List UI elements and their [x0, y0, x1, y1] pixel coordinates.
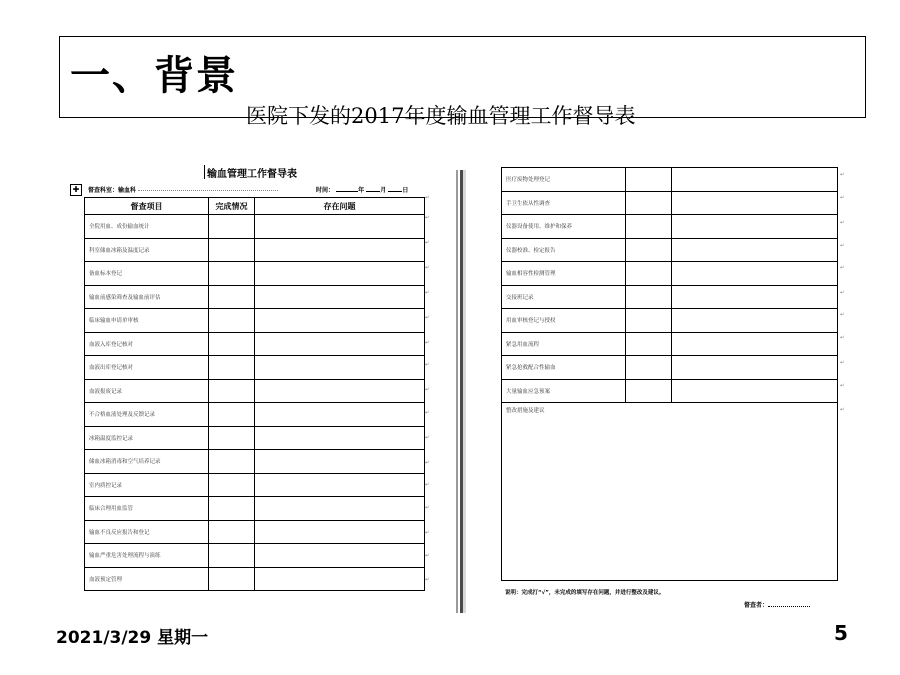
supervision-table-right [501, 167, 838, 581]
paragraph-mark: ↵ [840, 172, 845, 178]
paragraph-mark: ↵ [425, 435, 430, 441]
header-item: 督查项目 [85, 198, 209, 215]
issue-cell[interactable] [672, 168, 838, 192]
slide-title: 一、背景 [70, 53, 238, 99]
table-row-label: 紧急抢救配合性输血 [502, 356, 626, 380]
issue-cell[interactable] [672, 191, 838, 215]
paragraph-mark: ↵ [425, 290, 430, 296]
table-move-handle-icon[interactable]: ✚ [70, 184, 82, 196]
status-cell[interactable] [626, 191, 672, 215]
paragraph-mark: ↵ [840, 312, 845, 318]
issue-cell[interactable] [255, 544, 425, 568]
paragraph-mark: ↵ [425, 340, 430, 346]
header-status: 完成情况 [209, 198, 255, 215]
table-row-label: 仪器设备使用、维护和保养 [502, 215, 626, 239]
table-row-label: 紧急用血流程 [502, 332, 626, 356]
table-row-label: 医疗废物处理登记 [502, 168, 626, 192]
table-row-label: 不合格血液处理及反馈记录 [85, 403, 209, 427]
status-cell[interactable] [626, 238, 672, 262]
paragraph-mark: ↵ [840, 290, 845, 296]
issue-cell[interactable] [255, 262, 425, 286]
status-cell[interactable] [209, 262, 255, 286]
status-cell[interactable] [209, 473, 255, 497]
table-row-label: 用血审核登记与授权 [502, 309, 626, 333]
paragraph-mark: ↵ [425, 530, 430, 536]
supervisor-label: 督查者： [744, 602, 769, 609]
table-row-label: 冰箱温度监控记录 [85, 426, 209, 450]
issue-cell[interactable] [255, 473, 425, 497]
status-cell[interactable] [209, 450, 255, 474]
supervisor-signature-line [744, 600, 810, 609]
suggestion-label: 整改措施及建议 [506, 408, 545, 414]
paragraph-mark: ↵ [425, 553, 430, 559]
status-cell[interactable] [209, 567, 255, 591]
status-cell[interactable] [209, 403, 255, 427]
paragraph-mark: ↵ [425, 482, 430, 488]
table-row-label: 室内质控记录 [85, 473, 209, 497]
table-row-label: 临床输血申请单审核 [85, 309, 209, 333]
status-cell[interactable] [626, 215, 672, 239]
table-row-label: 血液出库登记核对 [85, 356, 209, 380]
instruction-note: 说明：完成打“√”，未完成的填写存在问题，并进行整改及建议。 [505, 590, 665, 596]
month-mark: 月 [380, 187, 387, 194]
status-cell[interactable] [209, 332, 255, 356]
year-blank [336, 191, 358, 192]
issue-cell[interactable] [255, 215, 425, 239]
document-left-page [62, 162, 432, 597]
issue-cell[interactable] [672, 332, 838, 356]
status-cell[interactable] [209, 285, 255, 309]
paragraph-mark: ↵ [425, 387, 430, 393]
issue-cell[interactable] [672, 215, 838, 239]
suggestion-box[interactable] [502, 403, 838, 581]
paragraph-mark: ↵ [840, 195, 845, 201]
table-row-label: 输血前感染筛查及输血前评估 [85, 285, 209, 309]
status-cell[interactable] [626, 356, 672, 380]
issue-cell[interactable] [255, 567, 425, 591]
paragraph-mark: ↵ [840, 335, 845, 341]
supervision-table-left [84, 197, 425, 591]
dotted-leader [138, 190, 278, 191]
status-cell[interactable] [626, 309, 672, 333]
issue-cell[interactable] [255, 403, 425, 427]
status-cell[interactable] [209, 215, 255, 239]
supervision-time [316, 185, 408, 194]
paragraph-mark: ↵ [425, 410, 430, 416]
issue-cell[interactable] [255, 332, 425, 356]
issue-cell[interactable] [255, 450, 425, 474]
table-row-label: 大量输血应急预案 [502, 379, 626, 403]
supervisor-blank [768, 606, 810, 607]
table-row-label: 储血冰箱消毒和空气培养记录 [85, 450, 209, 474]
paragraph-mark: ↵ [840, 360, 845, 366]
table-row-label: 血液预定管理 [85, 567, 209, 591]
slide-subtitle: 医院下发的2017年度输血管理工作督导表 [246, 104, 636, 128]
paragraph-mark: ↵ [425, 362, 430, 368]
issue-cell[interactable] [255, 520, 425, 544]
status-cell[interactable] [209, 544, 255, 568]
status-cell[interactable] [209, 426, 255, 450]
issue-cell[interactable] [672, 379, 838, 403]
table-row-label: 输血相容性检测管理 [502, 262, 626, 286]
issue-cell[interactable] [255, 238, 425, 262]
status-cell[interactable] [209, 238, 255, 262]
status-cell[interactable] [209, 356, 255, 380]
status-cell[interactable] [209, 309, 255, 333]
paragraph-mark: ↵ [425, 265, 430, 271]
paragraph-mark: ↵ [840, 383, 845, 389]
issue-cell[interactable] [672, 356, 838, 380]
year-mark: 年 [358, 187, 365, 194]
slide-page-number: 5 [834, 621, 848, 645]
status-cell[interactable] [626, 379, 672, 403]
status-cell[interactable] [626, 168, 672, 192]
issue-cell[interactable] [255, 309, 425, 333]
table-row-label: 输血严重危害处理流程与演练 [85, 544, 209, 568]
status-cell[interactable] [209, 379, 255, 403]
issue-cell[interactable] [255, 379, 425, 403]
paragraph-mark: ↵ [425, 195, 430, 201]
status-cell[interactable] [626, 285, 672, 309]
day-mark: 日 [402, 187, 409, 194]
month-blank [366, 191, 380, 192]
unit-label: 督查科室：输血科 [88, 187, 137, 194]
document-title: 输血管理工作督导表 [207, 165, 297, 180]
status-cell[interactable] [209, 497, 255, 521]
header-issues: 存在问题 [255, 198, 425, 215]
paragraph-mark: ↵ [840, 243, 845, 249]
issue-cell[interactable] [672, 309, 838, 333]
table-row-label: 科室储血冰箱及温度记录 [85, 238, 209, 262]
paragraph-mark: ↵ [840, 220, 845, 226]
paragraph-mark: ↵ [425, 240, 430, 246]
table-row-label: 血液报废记录 [85, 379, 209, 403]
paragraph-mark: ↵ [425, 460, 430, 466]
issue-cell[interactable] [255, 356, 425, 380]
table-row-label: 备血标本登记 [85, 262, 209, 286]
issue-cell[interactable] [672, 285, 838, 309]
issue-cell[interactable] [672, 262, 838, 286]
slide-date: 2021/3/29 星期一 [56, 628, 209, 648]
table-row-label: 手卫生依从性调查 [502, 191, 626, 215]
page-separator [456, 170, 466, 613]
time-label: 时间： [316, 187, 335, 194]
paragraph-mark: ↵ [425, 505, 430, 511]
status-cell[interactable] [626, 332, 672, 356]
table-row-label: 输血不良反应报告和登记 [85, 520, 209, 544]
table-row-label: 交接班记录 [502, 285, 626, 309]
table-row-label: 全院用血、成份输血统计 [85, 215, 209, 239]
table-row-label: 仪器校准、检定报告 [502, 238, 626, 262]
issue-cell[interactable] [672, 238, 838, 262]
issue-cell[interactable] [255, 426, 425, 450]
supervised-unit [88, 185, 280, 194]
paragraph-mark: ↵ [425, 315, 430, 321]
status-cell[interactable] [209, 520, 255, 544]
table-row-label: 临床合理用血监管 [85, 497, 209, 521]
day-blank [388, 191, 402, 192]
status-cell[interactable] [626, 262, 672, 286]
table-row-label: 血液入库登记核对 [85, 332, 209, 356]
issue-cell[interactable] [255, 285, 425, 309]
paragraph-mark: ↵ [425, 215, 430, 221]
paragraph-mark: ↵ [840, 407, 845, 413]
paragraph-mark: ↵ [425, 577, 430, 583]
issue-cell[interactable] [255, 497, 425, 521]
paragraph-mark: ↵ [840, 265, 845, 271]
